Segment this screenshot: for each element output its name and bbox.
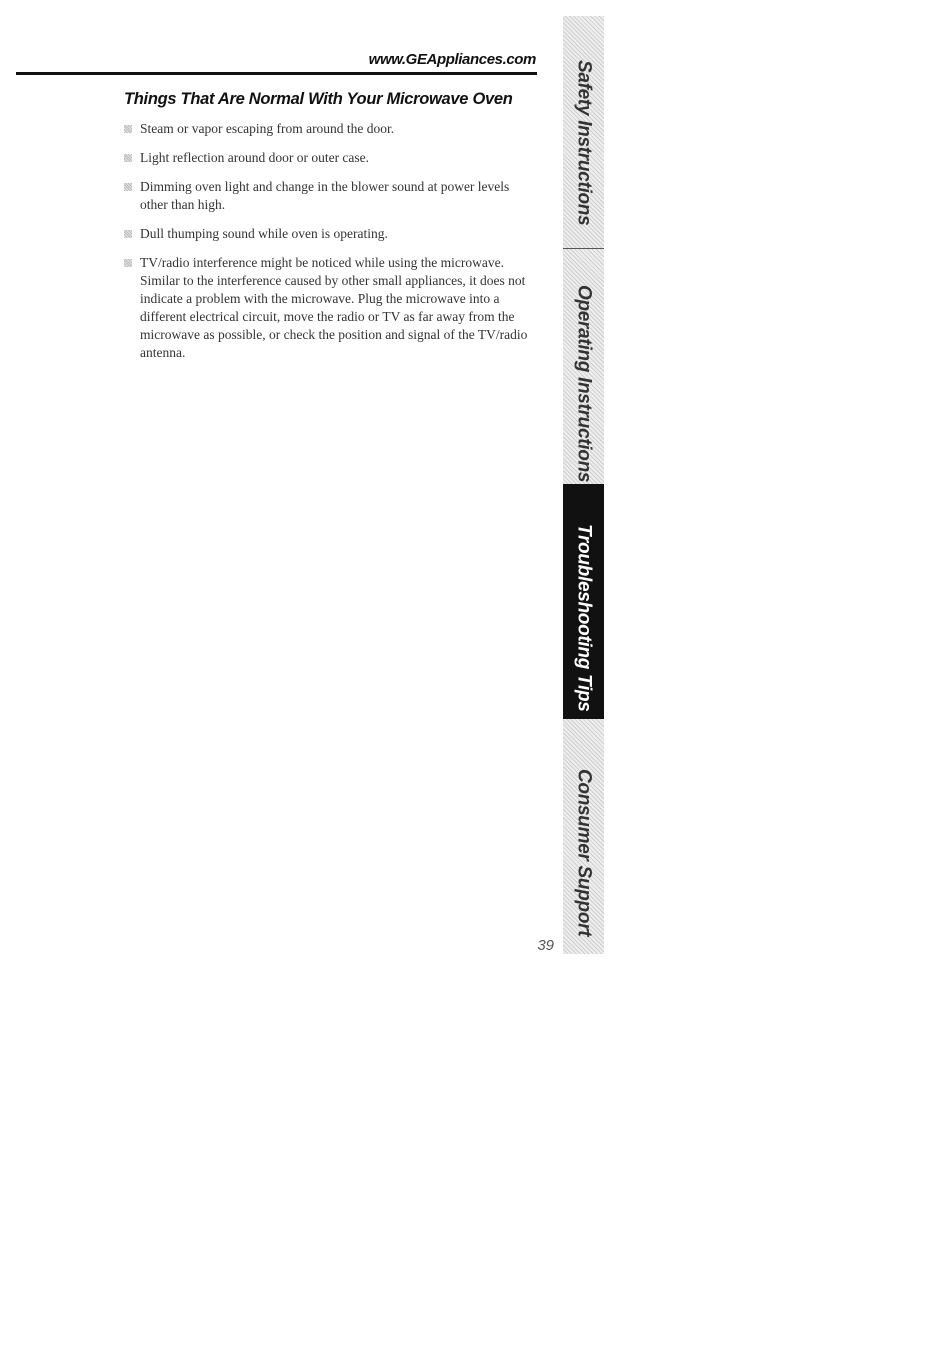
list-item [124,254,528,362]
normal-conditions-list [124,120,534,373]
site-url[interactable]: www.GEAppliances.com [368,51,536,68]
header-rule [16,72,537,75]
tab-label: Safety Instructions [573,60,595,226]
list-item [124,120,534,138]
list-item-text: Dull thumping sound while oven is operating. [140,226,388,241]
square-bullet-icon [124,259,132,267]
tab-safety-instructions[interactable] [563,16,604,248]
square-bullet-icon [124,183,132,191]
section-title: Things That Are Normal With Your Microwave Oven [124,90,513,108]
list-item-text: Dimming oven light and change in the blower sound at power levels other than high. [140,179,510,212]
list-item-text: TV/radio interference might be noticed while using the microwave. Similar to the interference caused by other small appliances, it does not indicate a problem with the microwave. Plug the microwave into a different electrical circuit, move the radio or TV as far away from the microwave as possible, or check the position and signal of the TV/radio antenna. [140,255,528,360]
side-tabs [563,16,604,954]
tab-consumer-support[interactable] [563,719,604,954]
square-bullet-icon [124,154,132,162]
list-item [124,225,534,243]
page-number: 39 [537,937,554,954]
square-bullet-icon [124,230,132,238]
list-item-text: Light reflection around door or outer case. [140,150,370,165]
square-bullet-icon [124,125,132,133]
list-item-text: Steam or vapor escaping from around the door. [140,121,395,136]
tab-label: Consumer Support [573,769,595,937]
tab-troubleshooting-tips[interactable] [563,484,604,719]
list-item [124,149,534,167]
tab-label: Operating Instructions [573,285,595,483]
tab-operating-instructions[interactable] [563,249,604,484]
tab-label: Troubleshooting Tips [573,524,595,712]
list-item [124,178,510,214]
